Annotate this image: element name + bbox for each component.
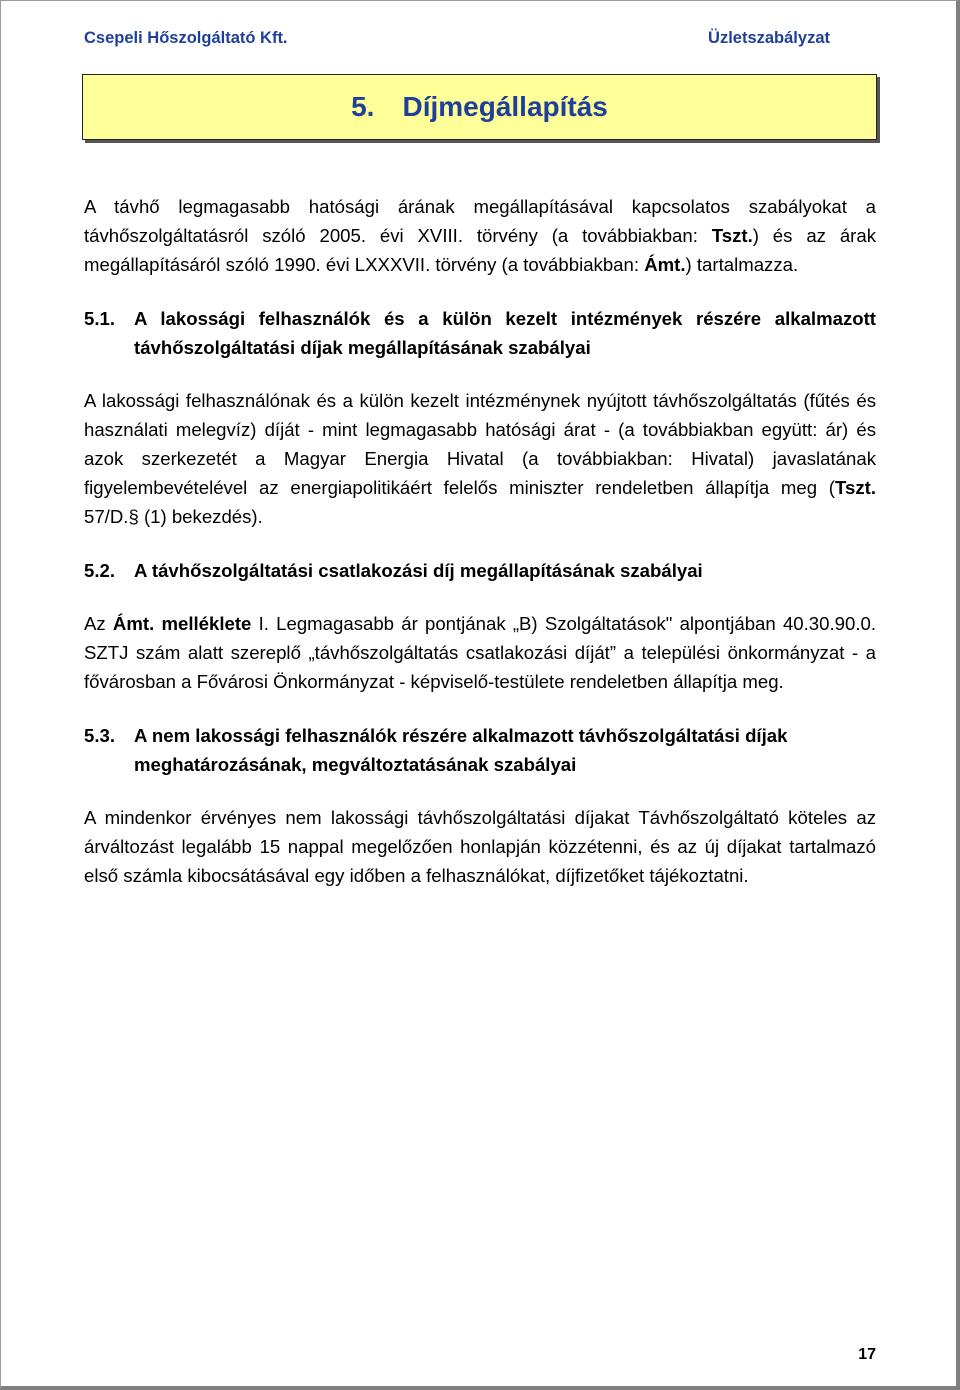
section-5-3-paragraph: A mindenkor érvényes nem lakossági távhőszolgáltatási díjakat Távhőszolgáltató köteles az árváltozást legalább 15 nappal megelőzően honlapján közzétenni, és az új díjakat tartalmazó első számla kibocsátásával egy időben a felhasználókat, díjfizetőket tájékoztatni. — [84, 807, 876, 886]
intro-text-2: ) és az árak megállapításáról szóló 1990. évi LXXXVII. törvény (a továbbiakban: — [84, 225, 876, 275]
chapter-number: 5. — [351, 91, 375, 122]
chapter-title: Díjmegállapítás — [402, 91, 608, 122]
s2-text-3: I. Legmagasabb ár pontjának „B) Szolgáltatások" alpontjában 40.30.90.0. SZTJ szám alatt szereplő „távhőszolgáltatás csatlakozási díját” a települési önkormányzat - a fővárosban a Fővárosi Önkormányzat - képviselő-testülete rendeletben állapítja meg. — [84, 613, 876, 692]
section-5-2-paragraph — [84, 609, 876, 696]
document-body — [84, 192, 876, 915]
section-5-2-heading — [84, 556, 876, 585]
section-5-3-heading — [84, 721, 876, 779]
intro-bold-amt: Ámt. — [644, 254, 686, 275]
section-5-1-heading — [84, 304, 876, 362]
section-title: A lakossági felhasználók és a külön kezelt intézmények részére alkalmazott távhőszolgáltatási díjak megállapításának szabályai — [134, 308, 876, 358]
header-document-title: Üzletszabályzat — [708, 29, 830, 47]
section-number: 5.2. — [84, 560, 116, 581]
section-5-1-paragraph — [84, 386, 876, 531]
intro-text-3: ) tartalmazza. — [685, 254, 799, 275]
chapter-title-box — [82, 74, 877, 140]
section-number: 5.1. — [84, 308, 116, 329]
s1-text-1: A lakossági felhasználónak és a külön kezelt intézménynek nyújtott távhőszolgáltatás (fűtés és használati melegvíz) díját - mint legmagasabb hatósági árat - (a továbbiakban együtt: ár) és azok szerkezetét a Magyar Energia Hivatal (a továbbiakban: Hivatal) javaslatának figyelembevételével az energiapolitikáért felelős miniszter rendeletben állapítja meg ( — [84, 390, 876, 498]
s1-bold-tszt: Tszt. — [835, 477, 876, 498]
s2-text-1: Az — [84, 613, 113, 634]
intro-bold-tszt: Tszt. — [711, 225, 753, 246]
s2-bold-amt: Ámt. — [112, 613, 155, 634]
intro-text-1: A távhő legmagasabb hatósági árának megállapításával kapcsolatos szabályokat a távhőszolgáltatásról szóló 2005. évi XVIII. törvény (a továbbiakban: — [84, 196, 876, 246]
section-title: A távhőszolgáltatási csatlakozási díj megállapításának szabályai — [134, 560, 703, 581]
page-number: 17 — [858, 1346, 876, 1363]
section-title: A nem lakossági felhasználók részére alkalmazott távhőszolgáltatási díjak meghatározásának, megváltoztatásának szabályai — [134, 725, 788, 775]
page-header — [84, 29, 830, 48]
header-company: Csepeli Hőszolgáltató Kft. — [84, 29, 288, 47]
section-number: 5.3. — [84, 725, 116, 746]
intro-paragraph — [84, 192, 876, 279]
s1-text-2: 57/D.§ (1) bekezdés). — [84, 506, 263, 527]
s2-bold-melleklete: melléklete — [161, 613, 252, 634]
